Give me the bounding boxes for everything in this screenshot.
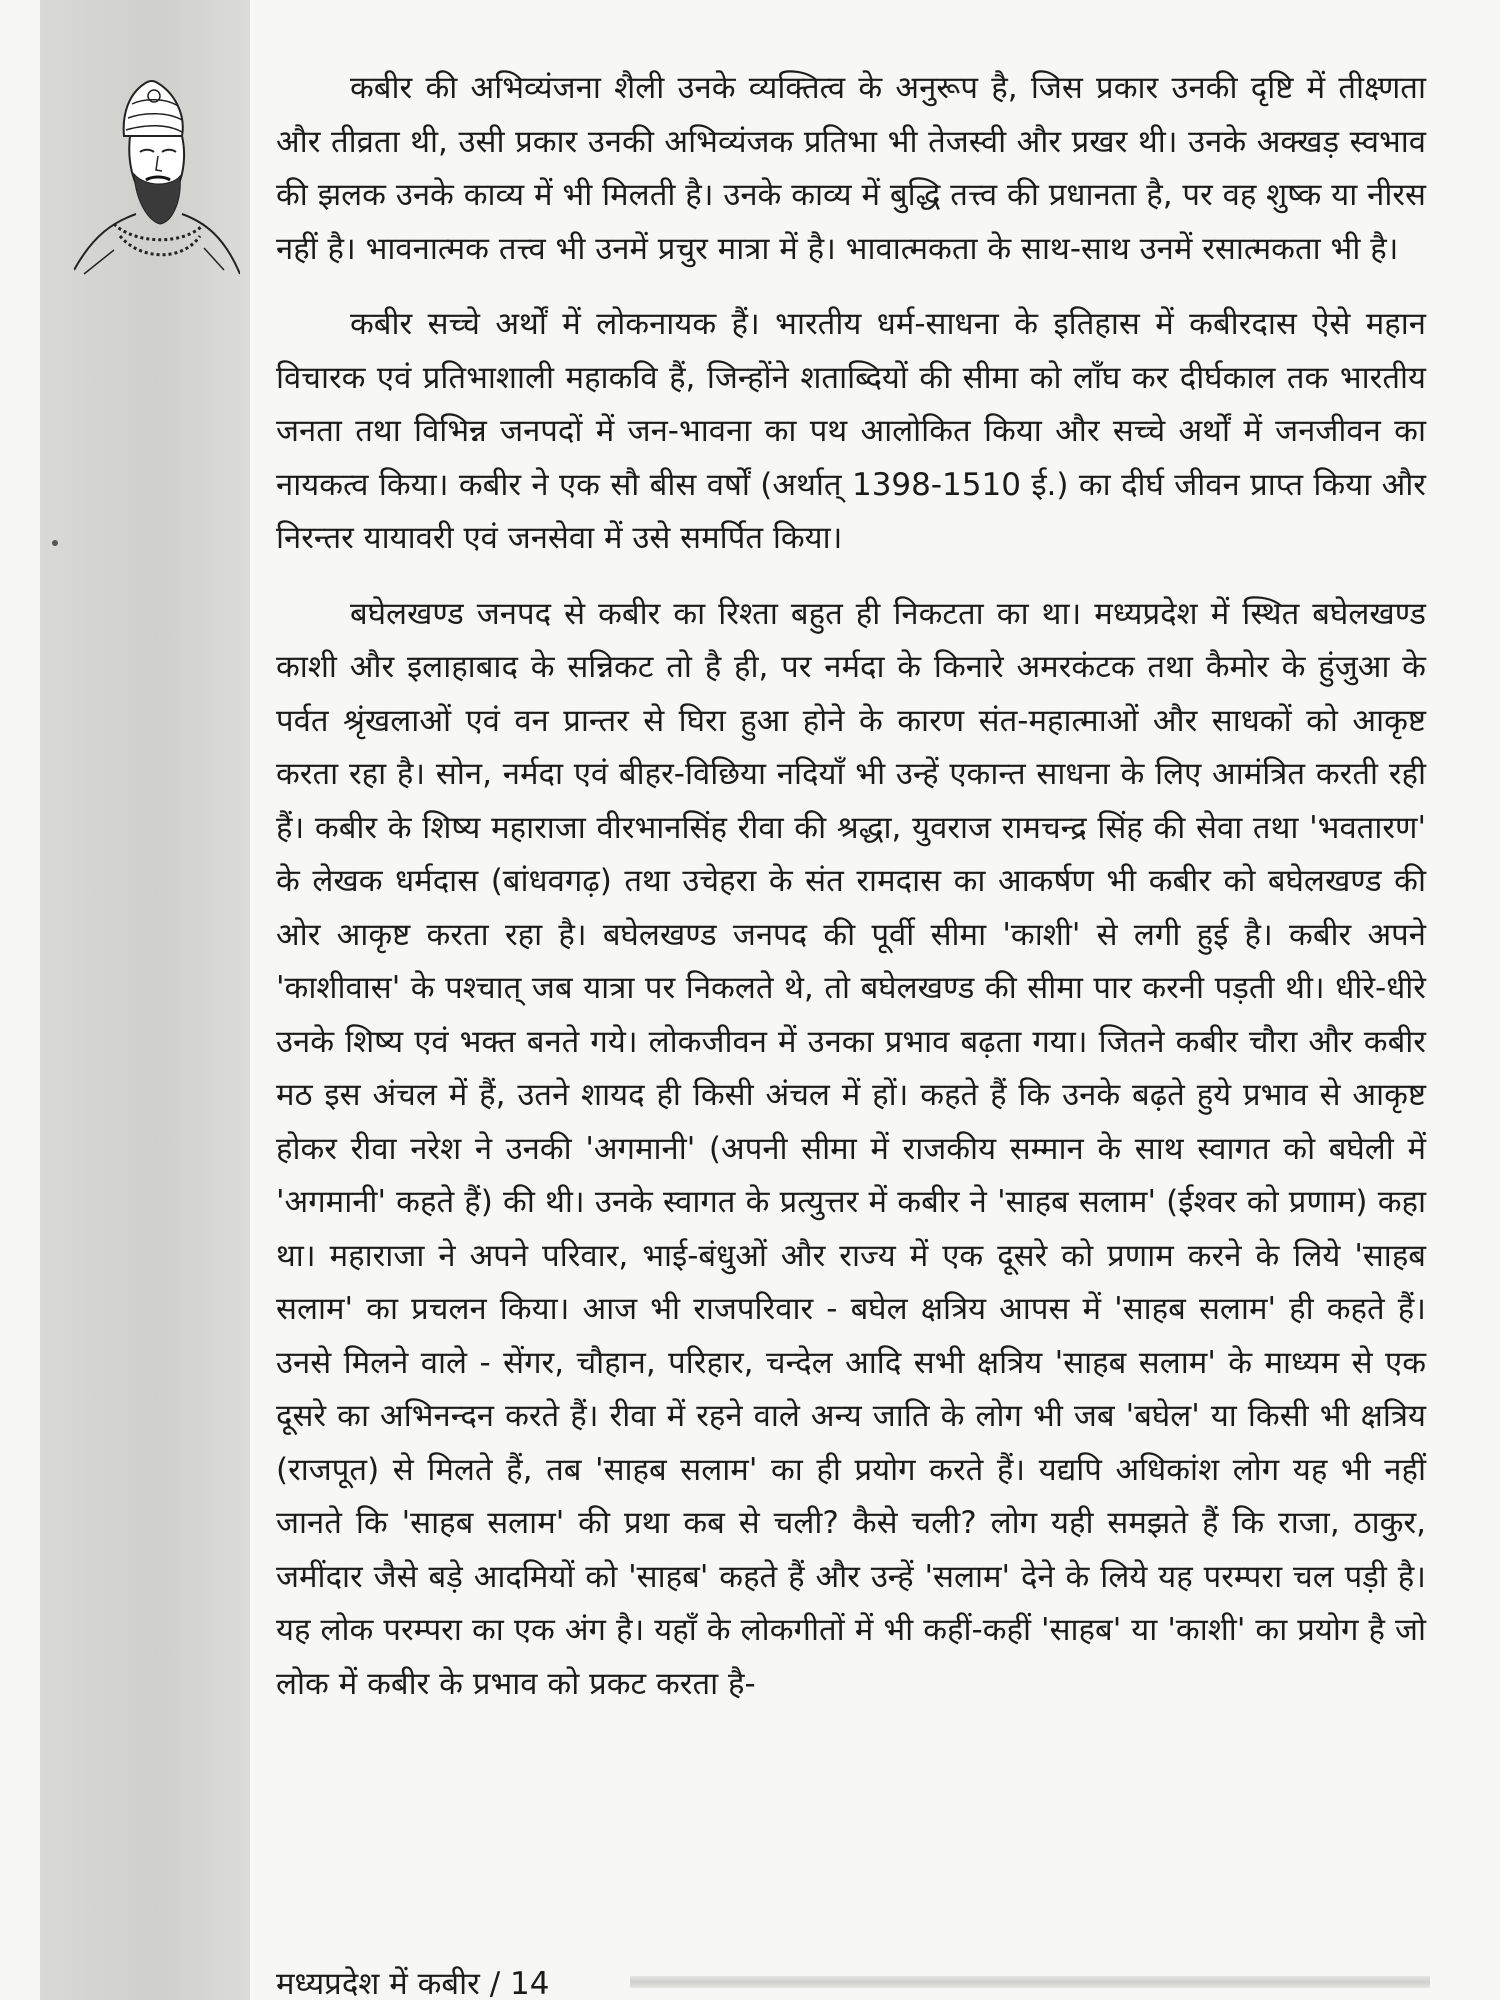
kabir-portrait-icon [74,74,240,284]
paragraph-lokanayak: कबीर सच्चे अर्थों में लोकनायक हैं। भारतीय धर्म-साधना के इतिहास में कबीरदास ऐसे महान विचारक एवं प्रतिभाशाली महाकवि हैं, जिन्होंने शताब्दियों की सीमा को लाँघ कर दीर्घकाल तक भारतीय जनता तथा विभिन्न जनपदों में जन-भावना का पथ आलोकित किया और सच्चे अर्थों में जनजीवन का नायकत्व किया। कबीर ने एक सौ बीस वर्षों (अर्थात् 1398-1510 ई.) का दीर्घ जीवन प्राप्त किया और निरन्तर यायावरी एवं जनसेवा में उसे समर्पित किया। [276,306,1426,556]
page-footer [276,1962,549,2004]
paragraph-baghelkhand: बघेलखण्ड जनपद से कबीर का रिश्ता बहुत ही निकटता का था। मध्यप्रदेश में स्थित बघेलखण्ड काशी और इलाहाबाद के सन्निकट तो है ही, पर नर्मदा के किनारे अमरकंटक तथा कैमोर के हुंजुआ के पर्वत श्रृंखलाओं एवं वन प्रान्तर से घिरा हुआ होने के कारण संत-महात्माओं और साधकों को आकृष्ट करता रहा है। सोन, नर्मदा एवं बीहर-विछिया नदियाँ भी उन्हें एकान्त साधना के लिए आमंत्रित करती रही हैं। कबीर के शिष्य महाराजा वीरभानसिंह रीवा की श्रद्धा, युवराज रामचन्द्र सिंह की सेवा तथा 'भवतारण' के लेखक धर्मदास (बांधवगढ़) तथा उचेहरा के संत रामदास का आकर्षण भी कबीर को बघेलखण्ड की ओर आकृष्ट करता रहा है। बघेलखण्ड जनपद की पूर्वी सीमा 'काशी' से लगी हुई है। कबीर अपने 'काशीवास' के पश्चात् जब यात्रा पर निकलते थे, तो बघेलखण्ड की सीमा पार करनी पड़ती थी। धीरे-धीरे उनके शिष्य एवं भक्त बनते गये। लोकजीवन में उनका प्रभाव बढ़ता गया। जितने कबीर चौरा और कबीर मठ इस अंचल में हैं, उतने शायद ही किसी अंचल में हों। कहते हैं कि उनके बढ़ते हुये प्रभाव से आकृष्ट होकर रीवा नरेश ने उनकी 'अगमानी' (अपनी सीमा में राजकीय सम्मान के साथ स्वागत को बघेली में 'अगमानी' कहते हैं) की थी। उनके स्वागत के प्रत्युत्तर में कबीर ने 'साहब सलाम' (ईश्वर को प्रणाम) कहा था। महाराजा ने अपने परिवार, भाई-बंधुओं और राज्य में एक दूसरे को प्रणाम करने के लिये 'साहब सलाम' का प्रचलन किया। आज भी राजपरिवार - बघेल क्षत्रिय आपस में 'साहब सलाम' ही कहते हैं। उनसे मिलने वाले - सेंगर, चौहान, परिहार, चन्देल आदि सभी क्षत्रिय 'साहब सलाम' के माध्यम से एक दूसरे का अभिनन्दन करते हैं। रीवा में रहने वाले अन्य जाति के लोग भी जब 'बघेल' या किसी भी क्षत्रिय (राजपूत) से मिलते हैं, तब 'साहब सलाम' का ही प्रयोग करते हैं। यद्यपि अधिकांश लोग यह भी नहीं जानते कि 'साहब सलाम' की प्रथा कब से चली? कैसे चली? लोग यही समझते हैं कि राजा, ठाकुर, जमींदार जैसे बड़े आदमियों को 'साहब' कहते हैं और उन्हें 'सलाम' देने के लिये यह परम्परा चल पड़ी है। यह लोक परम्परा का एक अंग है। यहाँ के लोकगीतों में भी कहीं-कहीं 'साहब' या 'काशी' का प्रयोग है जो लोक में कबीर के प्रभाव को प्रकट करता है- [276,595,1426,1702]
paragraph-style: कबीर की अभिव्यंजना शैली उनके व्यक्तित्व के अनुरूप है, जिस प्रकार उनकी दृष्टि में तीक्ष्णता और तीव्रता थी, उसी प्रकार उनकी अभिव्यंजक प्रतिभा भी तेजस्वी और प्रखर थी। उनके अक्खड़ स्वभाव की झलक उनके काव्य में भी मिलती है। उनके काव्य में बुद्धि तत्त्व की प्रधानता है, पर वह शुष्क या नीरस नहीं है। भावनात्मक तत्त्व भी उनमें प्रचुर मात्रा में है। भावात्मकता के साथ-साथ उनमें रसात्मकता भी है। [276,70,1426,267]
page-number: 14 [510,1966,550,2002]
footer-rule [630,1976,1430,1988]
side-strip [40,0,250,2000]
book-title: मध्यप्रदेश में कबीर [276,1966,480,2002]
body-text [276,62,1426,1733]
margin-dot [52,540,58,546]
footer-separator: / [489,1966,501,2002]
